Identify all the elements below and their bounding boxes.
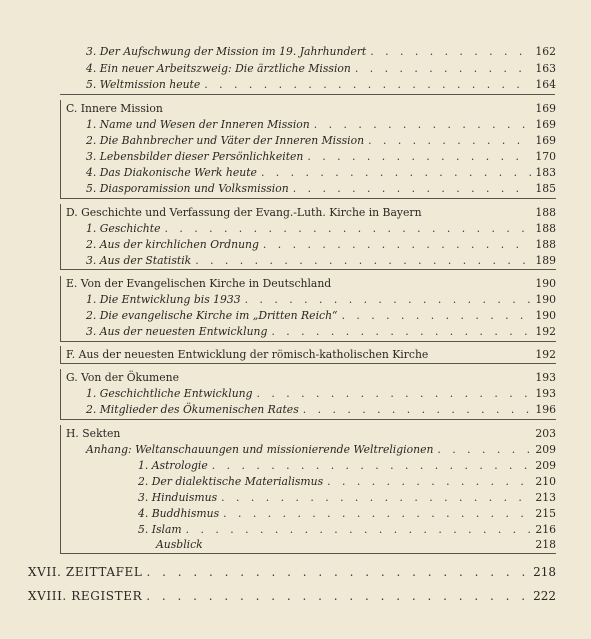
toc-chapter-title: XVIII. REGISTER xyxy=(28,589,143,603)
toc-entry-anhang xyxy=(86,442,556,458)
leader-dots xyxy=(370,44,556,60)
toc-entry-title: 2. Aus der kirchlichen Ordnung xyxy=(86,238,259,251)
toc-entry-title: 2. Mitglieder des Ökumenischen Rates xyxy=(86,403,299,416)
toc-entry-c5 xyxy=(86,181,556,197)
toc-entry-d3 xyxy=(86,253,556,269)
leader-dots xyxy=(146,564,556,580)
toc-entry-page: 209 xyxy=(531,458,556,474)
toc-entry-page: 169 xyxy=(531,133,556,149)
toc-section-f xyxy=(66,347,556,363)
toc-entry-page: 213 xyxy=(531,490,556,506)
toc-entry-title: 5. Weltmission heute xyxy=(86,78,201,91)
toc-section-c xyxy=(66,101,556,117)
toc-entry-ausblick xyxy=(156,537,556,553)
toc-chapter-register xyxy=(28,588,556,604)
toc-entry-page: 190 xyxy=(531,292,556,308)
toc-section-title: G. Von der Ökumene xyxy=(66,371,180,384)
toc-entry-page: 183 xyxy=(531,165,556,181)
toc-entry-page: 209 xyxy=(531,442,556,458)
toc-section-title: H. Sekten xyxy=(66,427,121,440)
toc-section-title: C. Innere Mission xyxy=(66,102,163,115)
toc-section-title: E. Von der Evangelischen Kirche in Deutschland xyxy=(66,277,332,290)
toc-section-page: 188 xyxy=(531,205,556,221)
toc-section-h xyxy=(66,426,556,442)
toc-section-title: F. Aus der neuesten Entwicklung der römisch-katholischen Kirche xyxy=(66,348,429,361)
toc-entry-page: 215 xyxy=(531,506,556,522)
leader-dots xyxy=(164,221,556,237)
toc-entry-title: 1. Geschichte xyxy=(86,222,161,235)
toc-entry-page: 163 xyxy=(531,61,556,77)
toc-entry-page: 164 xyxy=(531,77,556,93)
leader-dots xyxy=(271,324,556,340)
toc-section-page: 192 xyxy=(531,347,556,363)
toc-entry-title: 1. Die Entwicklung bis 1933 xyxy=(86,293,241,306)
leader-dots xyxy=(186,522,556,538)
toc-entry-title: 3. Hinduismus xyxy=(138,491,218,504)
leader-dots xyxy=(327,474,556,490)
toc-entry-page: 188 xyxy=(531,221,556,237)
toc-entry-c3 xyxy=(86,149,556,165)
leader-dots xyxy=(355,61,556,77)
leader-dots xyxy=(307,149,556,165)
leader-dots xyxy=(204,77,556,93)
leader-dots xyxy=(342,308,556,324)
leader-dots xyxy=(195,253,556,269)
toc-entry-title: 3. Aus der neuesten Entwicklung xyxy=(86,325,268,338)
leader-dots xyxy=(223,506,556,522)
leader-dots xyxy=(245,292,556,308)
toc-entry-b4 xyxy=(86,61,556,77)
toc-entry-page: 189 xyxy=(531,253,556,269)
toc-entry-page: 169 xyxy=(531,117,556,133)
toc-entry-anhang-1 xyxy=(138,458,556,474)
leader-dots xyxy=(221,490,556,506)
toc-entry-title: 4. Buddhismus xyxy=(138,507,220,520)
toc-entry-title: 3. Lebensbilder dieser Persönlichkeiten xyxy=(86,150,304,163)
toc-entry-title: Ausblick xyxy=(156,538,203,551)
toc-chapter-zeittafel xyxy=(28,564,556,580)
toc-entry-title: 2. Die evangelische Kirche im „Dritten Reich“ xyxy=(86,309,338,322)
toc-entry-page: 188 xyxy=(531,237,556,253)
toc-entry-title: Anhang: Weltanschauungen und missionierende Weltreligionen xyxy=(86,443,434,456)
toc-chapter-title: XVII. ZEITTAFEL xyxy=(28,565,143,579)
toc-entry-anhang-5 xyxy=(138,522,556,538)
leader-dots xyxy=(261,165,556,181)
leader-dots xyxy=(368,133,556,149)
toc-entry-e3 xyxy=(86,324,556,340)
toc-entry-title: 5. Diasporamission und Volksmission xyxy=(86,182,289,195)
leader-dots xyxy=(293,181,556,197)
toc-section-page: 203 xyxy=(531,426,556,442)
toc-section-page: 190 xyxy=(531,276,556,292)
toc-entry-anhang-4 xyxy=(138,506,556,522)
toc-entry-page: 218 xyxy=(531,537,556,553)
toc-section-title: D. Geschichte und Verfassung der Evang.-Luth. Kirche in Bayern xyxy=(66,206,422,219)
toc-entry-e1 xyxy=(86,292,556,308)
toc-entry-page: 193 xyxy=(531,386,556,402)
toc-entry-c1 xyxy=(86,117,556,133)
leader-dots xyxy=(257,386,556,402)
toc-entry-d2 xyxy=(86,237,556,253)
toc-entry-title: 2. Die Bahnbrecher und Väter der Inneren Mission xyxy=(86,134,365,147)
toc-entry-c4 xyxy=(86,165,556,181)
toc-section-page: 169 xyxy=(531,101,556,117)
toc-entry-b3 xyxy=(86,44,556,60)
toc-entry-title: 1. Geschichtliche Entwicklung xyxy=(86,387,253,400)
toc-entry-page: 162 xyxy=(531,44,556,60)
toc-section-page: 193 xyxy=(531,370,556,386)
leader-dots xyxy=(314,117,556,133)
leader-dots xyxy=(146,588,556,604)
toc-chapter-page: 218 xyxy=(529,564,556,580)
leader-dots xyxy=(263,237,556,253)
leader-dots xyxy=(212,458,556,474)
toc-entry-title: 4. Ein neuer Arbeitszweig: Die ärztliche Mission xyxy=(86,62,351,75)
toc-entry-title: 4. Das Diakonische Werk heute xyxy=(86,166,257,179)
toc-entry-page: 196 xyxy=(531,402,556,418)
toc-section-g xyxy=(66,370,556,386)
toc-entry-e2 xyxy=(86,308,556,324)
toc-section-e xyxy=(66,276,556,292)
toc-entry-g1 xyxy=(86,386,556,402)
toc-entry-page: 210 xyxy=(531,474,556,490)
toc-entry-page: 170 xyxy=(531,149,556,165)
toc-entry-anhang-3 xyxy=(138,490,556,506)
toc-entry-c2 xyxy=(86,133,556,149)
toc-entry-title: 2. Der dialektische Materialismus xyxy=(138,475,324,488)
toc-entry-page: 192 xyxy=(531,324,556,340)
toc-entry-title: 1. Name und Wesen der Inneren Mission xyxy=(86,118,310,131)
toc-entry-page: 216 xyxy=(531,522,556,538)
toc-entry-g2 xyxy=(86,402,556,418)
toc-section-d xyxy=(66,205,556,221)
toc-entry-b5 xyxy=(86,77,556,93)
toc-entry-page: 190 xyxy=(531,308,556,324)
toc-entry-page: 185 xyxy=(531,181,556,197)
toc-entry-title: 3. Aus der Statistik xyxy=(86,254,192,267)
toc-entry-title: 3. Der Aufschwung der Mission im 19. Jahrhundert xyxy=(86,45,367,58)
toc-chapter-page: 222 xyxy=(529,588,556,604)
toc-entry-title: 5. Islam xyxy=(138,523,182,536)
toc-entry-title: 1. Astrologie xyxy=(138,459,208,472)
leader-dots xyxy=(303,402,556,418)
toc-entry-anhang-2 xyxy=(138,474,556,490)
toc-entry-d1 xyxy=(86,221,556,237)
